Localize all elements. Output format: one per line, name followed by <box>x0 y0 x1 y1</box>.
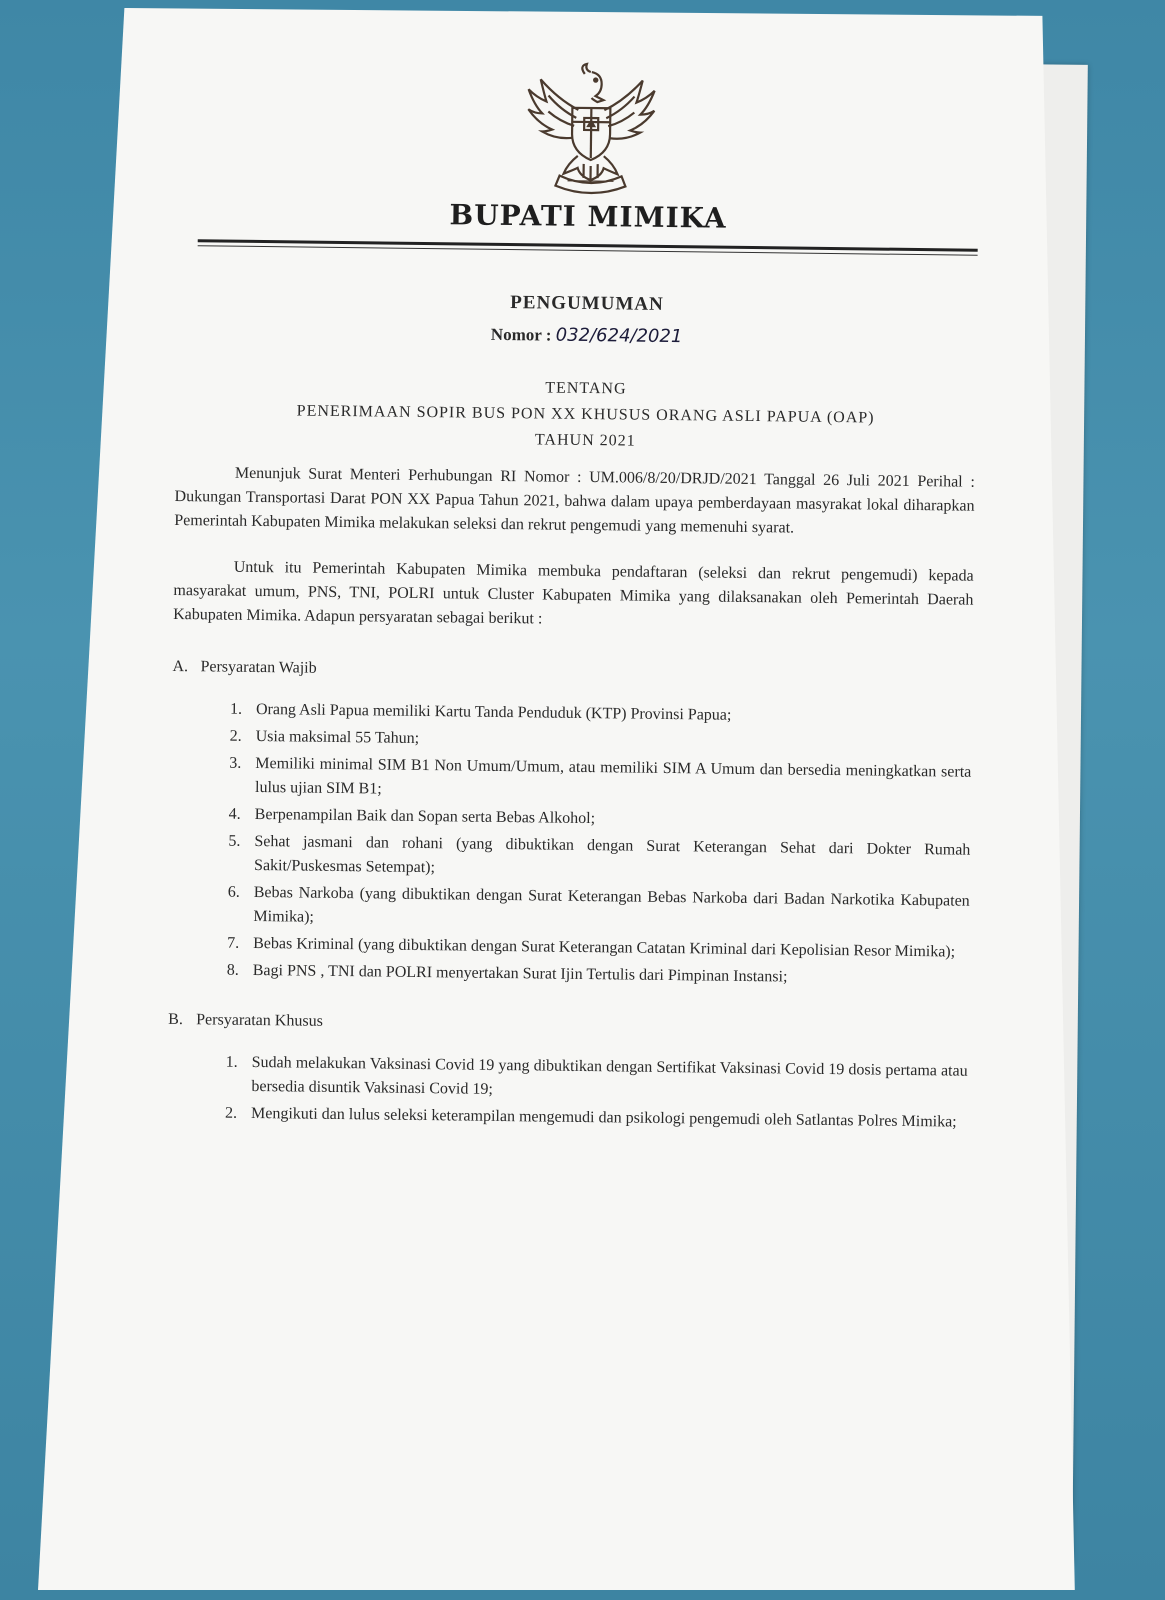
item-text: Memiliki minimal SIM B1 Non Umum/Umum, atau memiliki SIM A Umum dan bersedia meningkatkan serta lulus ujian SIM B1; <box>254 754 972 798</box>
list-item <box>227 959 969 992</box>
item-text: Bagi PNS , TNI dan POLRI menyertakan Surat Ijin Tertulis dari Pimpinan Instansi; <box>252 961 788 986</box>
section-b-letter: B. <box>168 1010 183 1029</box>
subject-line-2: PENERIMAAN SOPIR BUS PON XX KHUSUS ORANG ASLI PAPUA (OAP) <box>296 402 875 427</box>
item-number: 6. <box>227 883 240 901</box>
section-a-letter: A. <box>172 657 189 676</box>
section-b-list <box>225 1051 968 1135</box>
letterhead <box>178 195 979 260</box>
document-number-label: Nomor : <box>490 324 552 345</box>
item-text: Usia maksimal 55 Tahun; <box>255 727 420 747</box>
item-number: 7. <box>227 934 240 952</box>
paragraph-registration: Untuk itu Pemerintah Kabupaten Mimika membuka pendaftaran (seleksi dan rekrut pengemudi) kepada masyarakat umum, PNS, TNI, POLRI untuk Cluster Kabupaten Mimika yang dilaksanakan oleh Pemerintah Daerah Kabupaten Mimika. Adapun persyaratan sebagai berikut : <box>173 558 974 628</box>
garuda-emblem-icon <box>515 59 667 201</box>
document-number-value: 032/624/2021 <box>555 324 683 348</box>
item-number: 1. <box>225 1053 238 1071</box>
item-text: Berpenampilan Baik dan Sopan serta Bebas Alkohol; <box>254 805 596 828</box>
section-a-title: Persyaratan Wajib <box>200 658 317 677</box>
document-content <box>165 55 980 1285</box>
item-number: 2. <box>224 1104 238 1122</box>
item-text: Sudah melakukan Vaksinasi Covid 19 yang dibuktikan dengan Sertifikat Vaksinasi Covid 19 dosis pertama atau bersedia disuntik Vaksinasi Covid 19; <box>251 1053 968 1098</box>
list-item <box>225 1102 967 1135</box>
subject-line-3: TAHUN 2021 <box>534 431 636 450</box>
item-number: 5. <box>228 832 241 850</box>
section-a-heading <box>172 655 972 689</box>
paragraph-reference: Menunjuk Surat Menteri Perhubungan RI Nomor : UM.006/8/20/DRJD/2021 Tanggal 26 Juli 2021 Perihal : Dukungan Transportasi Darat PON XX Papua Tahun 2021, bahwa dalam upaya pemberdayaan masyrakat lokal diharapkan Pemerintah Kabupaten Mimika melakukan seleksi dan rekrut pengemudi yang memenuhi syarat. <box>174 464 975 537</box>
item-number: 8. <box>226 961 239 979</box>
item-text: Orang Asli Papua memiliki Kartu Tanda Penduduk (KTP) Provinsi Papua; <box>255 700 732 724</box>
item-text: Bebas Kriminal (yang dibuktikan dengan Surat Keterangan Catatan Kriminal dari Kepolisian Resor Mimika); <box>253 934 956 961</box>
announcement-title: PENGUMUMAN <box>510 292 664 315</box>
list-item <box>227 881 970 938</box>
section-b-title: Persyaratan Khusus <box>196 1011 323 1030</box>
letterhead-title: BUPATI MIMIKA <box>449 198 727 235</box>
list-item <box>228 830 971 887</box>
item-number: 4. <box>228 805 241 823</box>
document-number <box>177 320 977 351</box>
item-number: 2. <box>229 727 242 745</box>
document-subject <box>175 371 976 459</box>
list-item <box>225 1051 968 1108</box>
subject-line-1: TENTANG <box>545 379 627 398</box>
section-a-list <box>227 698 972 992</box>
item-text: Sehat jasmani dan rohani (yang dibuktikan dengan Surat Keterangan Sehat dari Dokter Rumah Sakit/Puskesmas Setempat); <box>254 832 971 877</box>
item-text: Bebas Narkoba (yang dibuktikan dengan Surat Keterangan Bebas Narkoba dari Badan Narkotika Kabupaten Mimika); <box>253 883 970 926</box>
list-item <box>229 752 972 809</box>
item-number: 1. <box>229 700 243 718</box>
section-b-heading <box>168 1008 968 1042</box>
item-number: 3. <box>229 754 242 772</box>
item-text: Mengikuti dan lulus seleksi keterampilan mengemudi dan psikologi pengemudi oleh Satlantas Polres Mimika; <box>250 1104 957 1131</box>
